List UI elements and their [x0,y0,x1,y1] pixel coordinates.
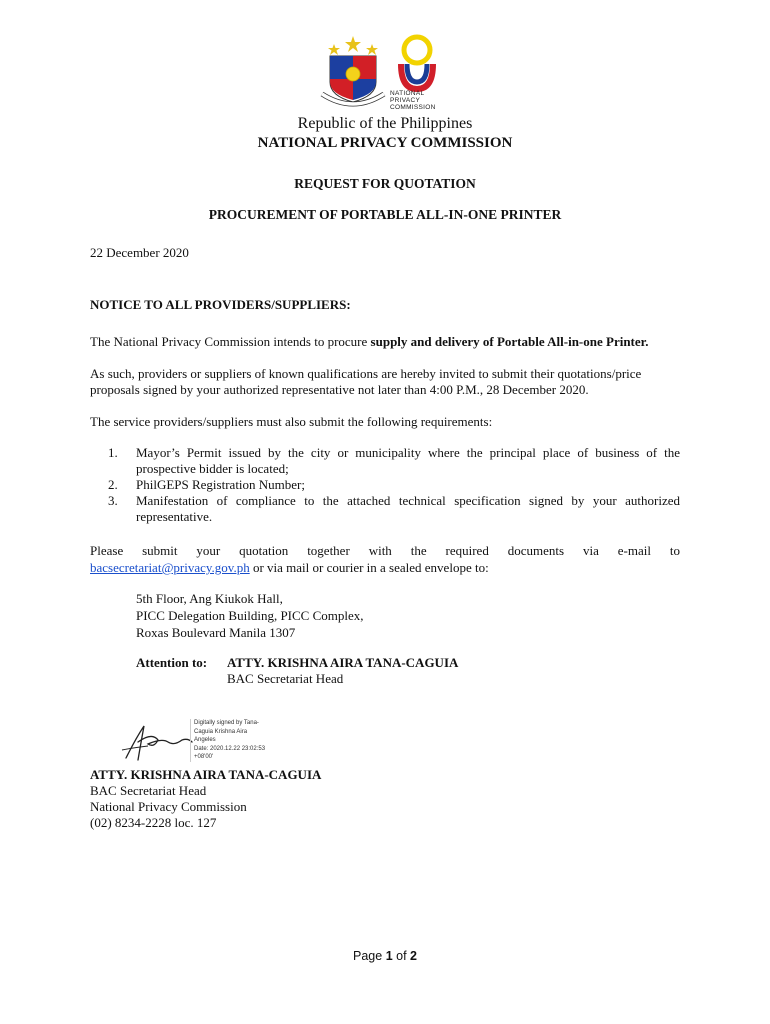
npc-logo-text: NATIONAL PRIVACY COMMISSION [390,90,436,111]
intent-paragraph: The National Privacy Commission intends to procure supply and delivery of Portable All-in-one Printer. [90,334,649,349]
attention-title: BAC Secretariat Head [227,671,344,686]
handwritten-signature [118,718,194,764]
email-link[interactable]: bacsecretariat@privacy.gov.ph [90,560,250,575]
list-item: 3. Manifestation of compliance to the attached technical specification signed by your authorized representative. [108,493,680,524]
attention-label: Attention to: [136,655,208,670]
signatory-name: ATTY. KRISHNA AIRA TANA-CAGUIA [90,767,322,782]
notice-heading: NOTICE TO ALL PROVIDERS/SUPPLIERS: [90,297,351,312]
page-number: Page 1 of 2 [353,949,417,963]
agency-heading: NATIONAL PRIVACY COMMISSION [257,135,513,151]
republic-heading: Republic of the Philippines [297,115,473,132]
document-date: 22 December 2020 [90,245,189,260]
document-type-heading: REQUEST FOR QUOTATION [294,176,476,191]
signatory-phone: (02) 8234-2228 loc. 127 [90,815,217,830]
signatory-org: National Privacy Commission [90,799,247,814]
mailing-address: 5th Floor, Ang Kiukok Hall, PICC Delegation Building, PICC Complex, Roxas Boulevard Manila 1307 [136,591,364,640]
procurement-title: PROCUREMENT OF PORTABLE ALL-IN-ONE PRINTER [208,207,562,222]
requirements-intro: The service providers/suppliers must also submit the following requirements: [90,414,493,429]
requirements-list [108,445,680,525]
signatory-title: BAC Secretariat Head [90,783,207,798]
attention-name: ATTY. KRISHNA AIRA TANA-CAGUIA [227,655,459,670]
invitation-paragraph: As such, providers or suppliers of known qualifications are hereby invited to submit their quotations/price proposals signed by your authorized representative not later than 4:00 P.M., 28 December 2020. [90,366,642,397]
list-item: 2. PhilGEPS Registration Number; [108,477,305,492]
philippine-seal-logo [320,34,386,110]
digital-signature-stamp: Digitally signed by Tana- Caguia Krishna Aira Angeles Date: 2020.12.22 23:02:53 +08'00' [190,719,276,762]
signatory-block [90,767,321,831]
submission-instructions: Please submit your quotation together with the required documents via e-mail to bacsecretariat@privacy.gov.ph or via mail or courier in a sealed envelope to: [90,543,680,575]
list-item: 1. Mayor’s Permit issued by the city or municipality where the principal place of business of the prospective bidder is located; [108,445,680,476]
